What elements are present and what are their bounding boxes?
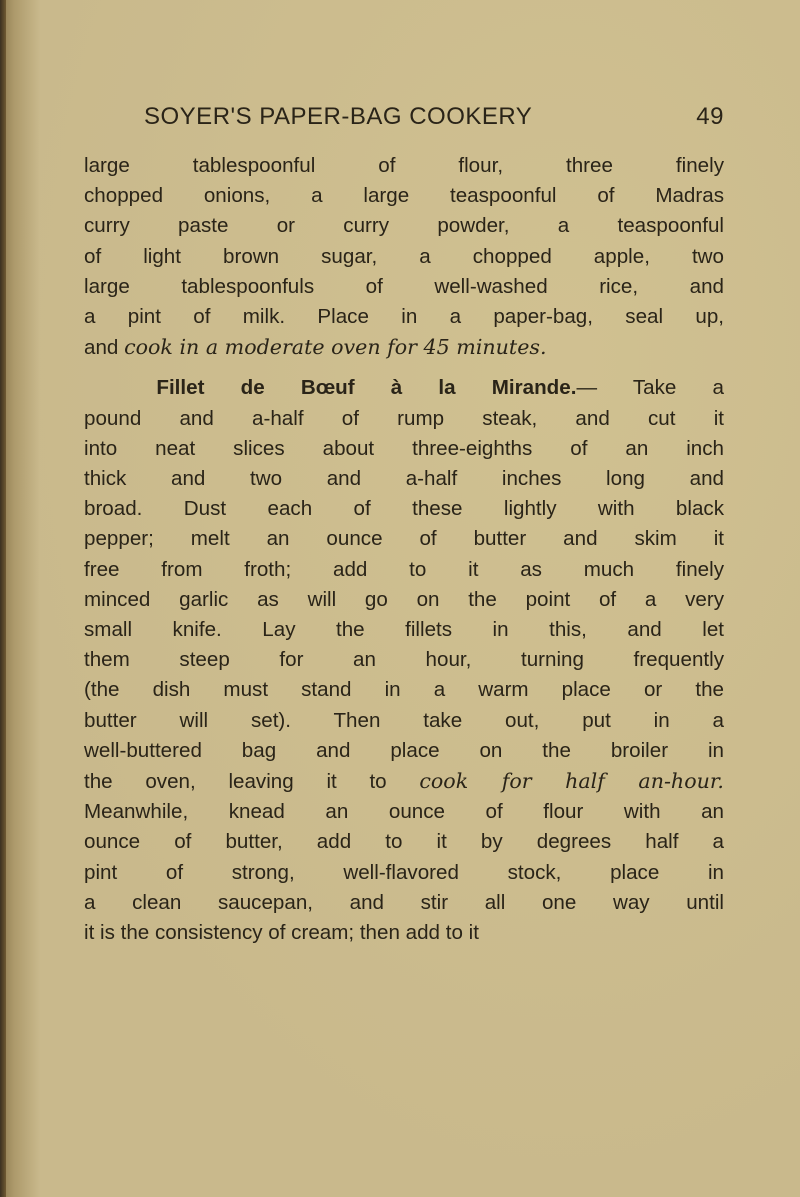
text-span: the oven, leaving it to — [84, 770, 420, 794]
text-line: broad. Dust each of these lightly with black — [84, 497, 724, 521]
text-line: minced garlic as will go on the point of a very — [84, 587, 724, 611]
running-head-title: SOYER'S PAPER-BAG COOKERY — [144, 103, 533, 130]
text-line: (the dish must stand in a warm place or the — [84, 678, 724, 702]
text-line: them steep for an hour, turning frequently — [84, 648, 724, 672]
paragraph-curry-continuation — [84, 151, 724, 363]
text-line: free from froth; add to it as much finely — [84, 557, 724, 581]
text-line: of light brown sugar, a chopped apple, two — [84, 244, 724, 268]
text-line: large tablespoonfuls of well-washed rice, and — [84, 274, 724, 298]
text-line: large tablespoonful of flour, three finely — [84, 154, 724, 177]
text-line — [84, 373, 724, 403]
text-line: curry paste or curry powder, a teaspoonful — [84, 214, 724, 238]
text-line: well-buttered bag and place on the broiler in — [84, 738, 724, 762]
text-line: butter will set). Then take out, put in a — [84, 708, 724, 732]
recipe-heading: Fillet de Bœuf à la Mirande. — [156, 376, 577, 400]
text-line — [84, 766, 724, 797]
running-header — [84, 103, 724, 131]
italic-instruction: cook for half an-hour. — [419, 769, 724, 794]
text-line — [84, 332, 724, 363]
text-line: a clean saucepan, and stir all one way until — [84, 890, 724, 914]
italic-instruction: cook in a moderate oven for 45 minutes. — [124, 335, 547, 360]
text-line: a pint of milk. Place in a paper-bag, seal up, — [84, 305, 724, 329]
text-line: into neat slices about three-eighths of an inch — [84, 436, 724, 460]
text-line: pint of strong, well-flavored stock, place in — [84, 860, 724, 884]
text-line: small knife. Lay the fillets in this, and let — [84, 618, 724, 642]
text-line: ounce of butter, add to it by degrees half a — [84, 830, 724, 854]
text-line: pepper; melt an ounce of butter and skim it — [84, 527, 724, 551]
paragraph-fillet-recipe — [84, 373, 724, 948]
page-binding-edge — [0, 0, 6, 1197]
text-span: — Take a — [576, 376, 724, 400]
text-line: it is the consistency of cream; then add to it — [84, 921, 479, 945]
page-number: 49 — [696, 103, 724, 130]
book-page — [84, 103, 724, 948]
text-line: pound and a-half of rump steak, and cut it — [84, 406, 724, 430]
text-span: and — [84, 336, 125, 360]
text-line: thick and two and a-half inches long and — [84, 467, 724, 491]
text-line: Meanwhile, knead an ounce of flour with an — [84, 800, 724, 824]
text-line: chopped onions, a large teaspoonful of Madras — [84, 184, 724, 208]
